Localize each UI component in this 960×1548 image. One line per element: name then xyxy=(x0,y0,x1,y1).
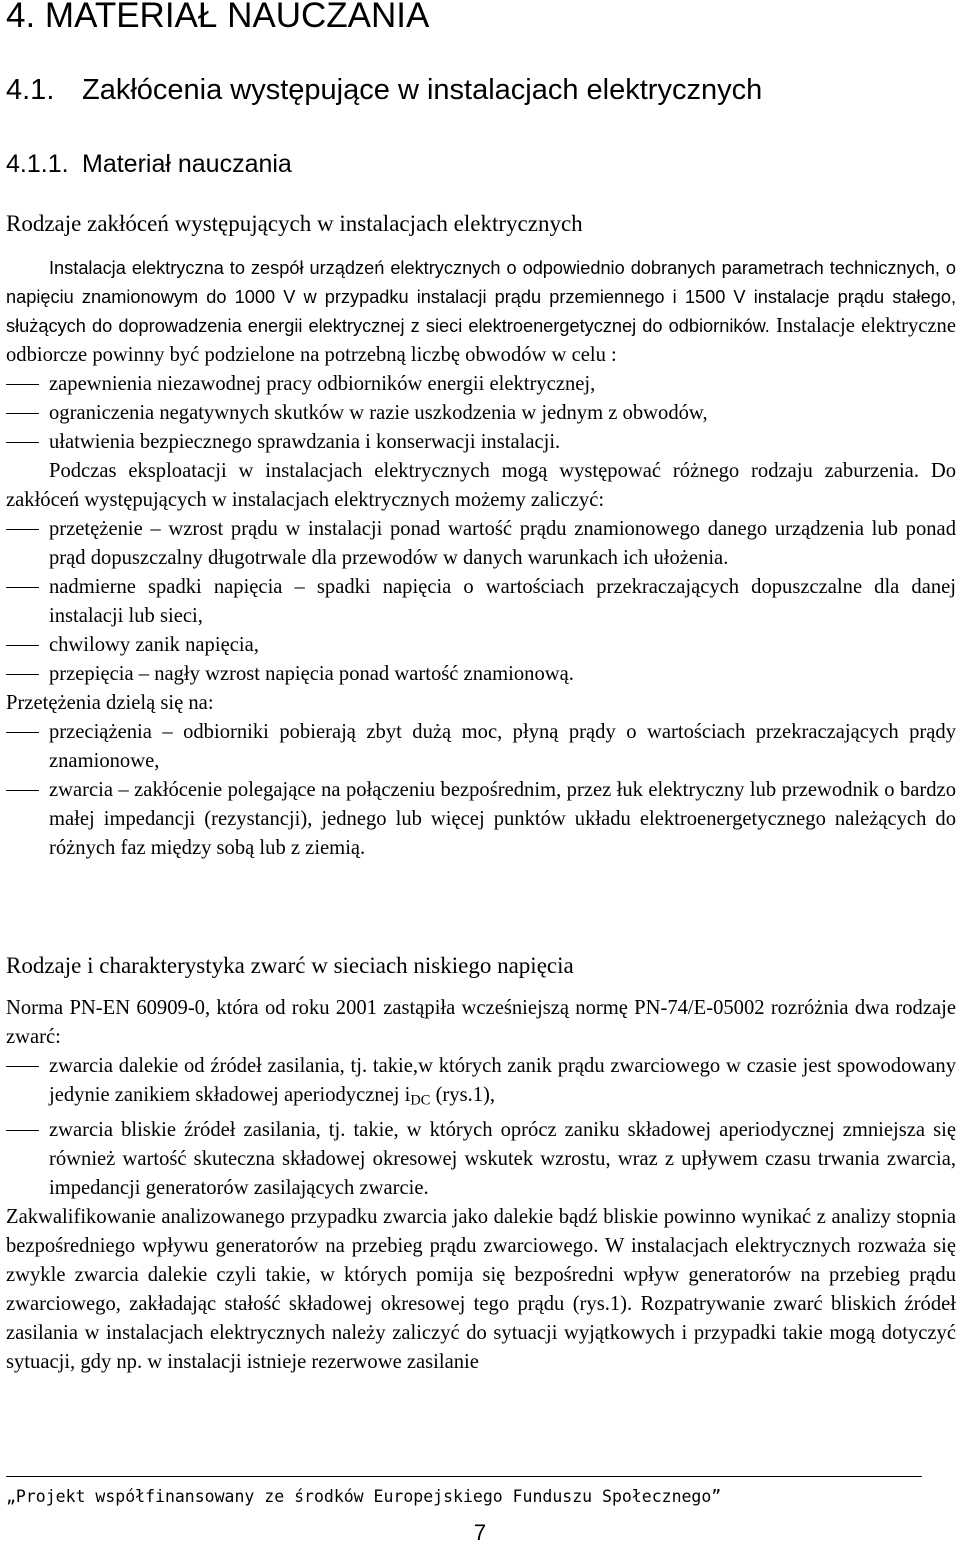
paragraph-norma: Norma PN-EN 60909-0, która od roku 2001 zastąpiła wcześniejszą normę PN-74/E-05002 rozróżnia dwa rodzaje zwarć: xyxy=(6,997,956,1048)
paragraph-instalacja-serif: Instalacje elektryczne odbiorcze powinny być podzielone na potrzebną liczbę obwodów w celu : xyxy=(6,315,956,366)
footer-divider xyxy=(6,1476,922,1477)
list-item: ograniczenia negatywnych skutków w razie uszkodzenia w jednym z obwodów, xyxy=(6,399,956,428)
subsection-heading-text: Materiał nauczania xyxy=(82,150,292,178)
section-heading-text: Zakłócenia występujące w instalacjach elektrycznych xyxy=(82,74,763,106)
body-block-1 xyxy=(6,254,956,863)
list-item: zwarcia – zakłócenie polegające na połączeniu bezpośrednim, przez łuk elektryczny lub przewodnik o bardzo małej impedancji (rezystancji), jednego lub więcej punktów układu elektroenergetycznego należących do różnych faz między sobą lub z ziemią. xyxy=(6,776,956,863)
list-item-text: (rys.1), xyxy=(430,1084,496,1106)
body-block-2 xyxy=(6,994,956,1377)
list-item: chwilowy zanik napięcia, xyxy=(6,631,956,660)
section-title-zwarcia: Rodzaje i charakterystyka zwarć w sieciach niskiego napięcia xyxy=(6,953,574,978)
section-number: 4.1. xyxy=(6,74,55,106)
list-item: nadmierne spadki napięcia – spadki napięcia o wartościach przekraczających dopuszczalne dla danej instalacji lub sieci, xyxy=(6,573,956,631)
footer-text: „Projekt współfinansowany ze środków Europejskiego Funduszu Społecznego” xyxy=(6,1487,722,1506)
paragraph-zakwalifikowanie: Zakwalifikowanie analizowanego przypadku zwarcia jako dalekie bądź bliskie powinno wynikać z analizy stopnia bezpośredniego wpływu generatorów na przebieg prądu zwarciowego. W instalacjach elektrycznych rozważa się zwykle zwarcia dalekie czyli takie, w których pomija się bezpośredni wpływ generatorów na przebieg prądu zwarciowego, zakładając stałość składowej okresowej tego prądu (rys.1). Rozpatrywanie zwarć bliskich źródeł zasilania w instalacjach elektrycznych należy zaliczyć do sytuacji wyjątkowych i przypadki takie mogą dotyczyć sytuacji, gdy np. w instalacji istnieje rezerwowe zasilanie xyxy=(6,1205,956,1373)
chapter-heading: 4. MATERIAŁ NAUCZANIA xyxy=(6,0,430,35)
paragraph-instalacja xyxy=(6,254,956,370)
list-item: ułatwienia bezpiecznego sprawdzania i konserwacji instalacji. xyxy=(6,428,956,457)
list-item xyxy=(6,1052,956,1116)
page-number: 7 xyxy=(473,1520,487,1545)
paragraph-instalacja-sans: Instalacja elektryczna to zespół urządzeń elektrycznych o odpowiednio dobranych parametrach technicznych, o napięciu znamionowym do 1000 V w przypadku instalacji prądu przemiennego i 1500 V instalacje prądu stałego, służących do doprowadzenia energii elektrycznej z sieci elektroenergetycznej do odbiorników. xyxy=(6,258,956,336)
list-item-text: zwarcia dalekie od źródeł zasilania, tj. takie,w których zanik prądu zwarciowego w czasie jest spowodowany jedynie zanikiem składowej aperiodycznej i xyxy=(49,1055,956,1106)
subscript-dc: DC xyxy=(410,1092,431,1109)
subsection-heading xyxy=(6,146,292,182)
list-item: przetężenie – wzrost prądu w instalacji ponad wartość prądu znamionowego danego urządzenia lub ponad prąd dopuszczalny długotrwale dla przewodów w danych warunkach ich ułożenia. xyxy=(6,515,956,573)
list-item: zwarcia bliskie źródeł zasilania, tj. takie, w których oprócz zaniku składowej aperiodycznej zmniejsza się również wartość skuteczna składowej okresowej wskutek wzrostu, wraz z upływem czasu trwania zwarcia, impedancji generatorów zasilających zwarcie. xyxy=(6,1116,956,1203)
list-item: przeciążenia – odbiorniki pobierają zbyt dużą moc, płyną prądy o wartościach przekraczających prądy znamionowe, xyxy=(6,718,956,776)
paragraph-przetezenia: Przetężenia dzielą się na: xyxy=(6,692,214,714)
section-title-zaklocenia: Rodzaje zakłóceń występujących w instalacjach elektrycznych xyxy=(6,211,583,236)
paragraph-eksploatacja: Podczas eksploatacji w instalacjach elektrycznych mogą występować różnego rodzaju zaburzenia. Do zakłóceń występujących w instalacjach elektrycznych możemy zaliczyć: xyxy=(6,460,956,511)
subsection-number: 4.1.1. xyxy=(6,150,69,178)
list-item: zapewnienia niezawodnej pracy odbiorników energii elektrycznej, xyxy=(6,370,956,399)
section-heading xyxy=(6,70,762,110)
list-item: przepięcia – nagły wzrost napięcia ponad wartość znamionową. xyxy=(6,660,956,689)
